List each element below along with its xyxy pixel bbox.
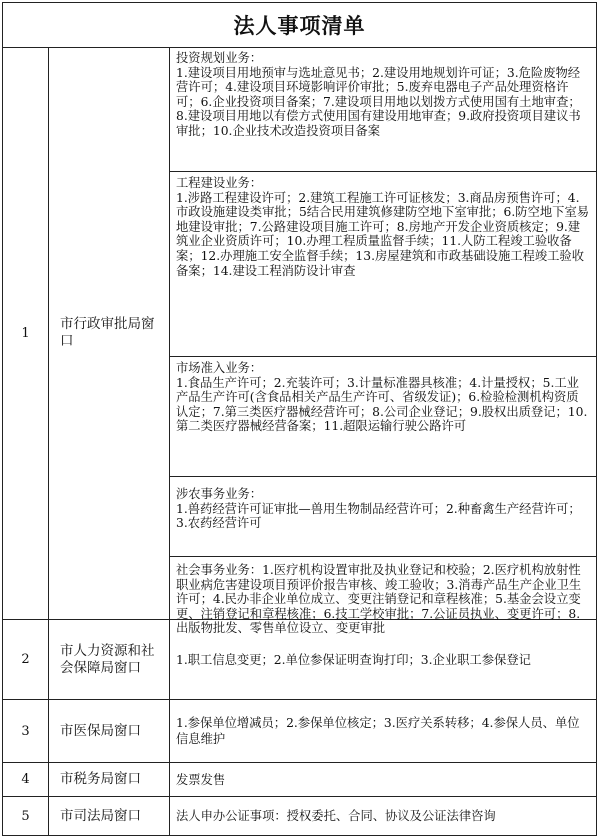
section-text: 1.兽药经营许可证审批—兽用生物制品经营许可；2.种畜禽生产经营许可；3.农药经营许可 <box>176 501 581 531</box>
section-construction <box>170 172 596 357</box>
table-row <box>3 700 596 763</box>
table-row <box>3 47 596 636</box>
row-number: 2 <box>3 620 49 699</box>
item-list <box>170 47 596 636</box>
department-name: 市税务局窗口 <box>48 763 170 796</box>
department-name: 市司法局窗口 <box>48 797 170 835</box>
item-text: 发票发售 <box>176 772 226 787</box>
row-number: 4 <box>3 763 49 796</box>
section-market-access <box>170 357 596 477</box>
section-text: 1.建设项目用地预审与选址意见书；2.建设用地规划许可证；3.危险废物经营许可；4.建设项目环境影响评价审批；5.废弃电器电子产品处理资格许可；6.企业投资项目备案；7.建设项目用地以划拨方式使用国有土地审查；8.建设项目用地以有偿方式使用国有建设用地审查；9.政府投资项目建议书审批；10.企业技术改造投资项目备案 <box>176 65 581 138</box>
section-agriculture <box>170 477 596 557</box>
row-number: 3 <box>3 700 49 762</box>
section-heading: 投资规划业务： <box>176 51 263 65</box>
section-text: 1.食品生产许可；2.充装许可；3.计量标准器具核准；4.计量授权；5.工业产品生产许可(含食品相关产品生产许可、省级发证)；6.检验检测机构资质认定；7.第三类医疗器械经营许可；8.公司企业登记；9.股权出质登记；10.第二类医疗器械经营备案；11.超限运输行驶公路许可 <box>176 375 588 434</box>
section-social-affairs <box>170 557 596 636</box>
section-text: 1.涉路工程建设许可；2.建筑工程施工许可证核发；3.商品房预售许可；4.市政设施建设类审批；5结合民用建筑修建防空地下室审批；6.防空地下室易地建设审批；7.公路建设项目施工许可；8.房地产开发企业资质核定；9.建筑业企业资质许可；10.办理工程质量监督手续；11.人防工程竣工验收备案；12.办理施工安全监督手续；13.房屋建筑和市政基础设施工程竣工验收备案；14.建设工程消防设计审查 <box>176 190 590 278</box>
row-number: 5 <box>3 797 49 835</box>
table-row <box>3 797 596 835</box>
row-number: 1 <box>3 47 49 619</box>
item-text: 1.职工信息变更；2.单位参保证明查询打印；3.企业职工参保登记 <box>176 652 531 667</box>
department-name: 市人力资源和社会保障局窗口 <box>48 620 170 699</box>
department-name: 市行政审批局窗口 <box>48 47 170 619</box>
page-title: 法人事项清单 <box>3 3 596 48</box>
table-row <box>3 620 596 700</box>
section-heading: 市场准入业务： <box>176 361 263 375</box>
department-name: 市医保局窗口 <box>48 700 170 762</box>
table-row <box>3 763 596 797</box>
section-heading: 工程建设业务： <box>176 176 263 190</box>
section-investment <box>170 47 596 172</box>
item-text: 法人申办公证事项：授权委托、合同、协议及公证法律咨询 <box>176 809 496 823</box>
section-text: 社会事务业务：1.医疗机构设置审批及执业登记和校验；2.医疗机构放射性职业病危害建设项目预评价报告审核、竣工验收；3.消毒产品生产企业卫生许可；4.民办非企业单位成立、变更注销登记和章程核准；5.基金会设立变更、注销登记和章程核准；6.技工学校审批；7.公证员执业、变更许可；8.出版物批发、零售单位设立、变更审批 <box>176 563 582 636</box>
item-text: 1.参保单位增减员；2.参保单位核定；3.医疗关系转移；4.参保人员、单位信息维护 <box>176 716 580 746</box>
section-heading: 涉农事务业务： <box>176 487 263 501</box>
table <box>2 2 597 836</box>
